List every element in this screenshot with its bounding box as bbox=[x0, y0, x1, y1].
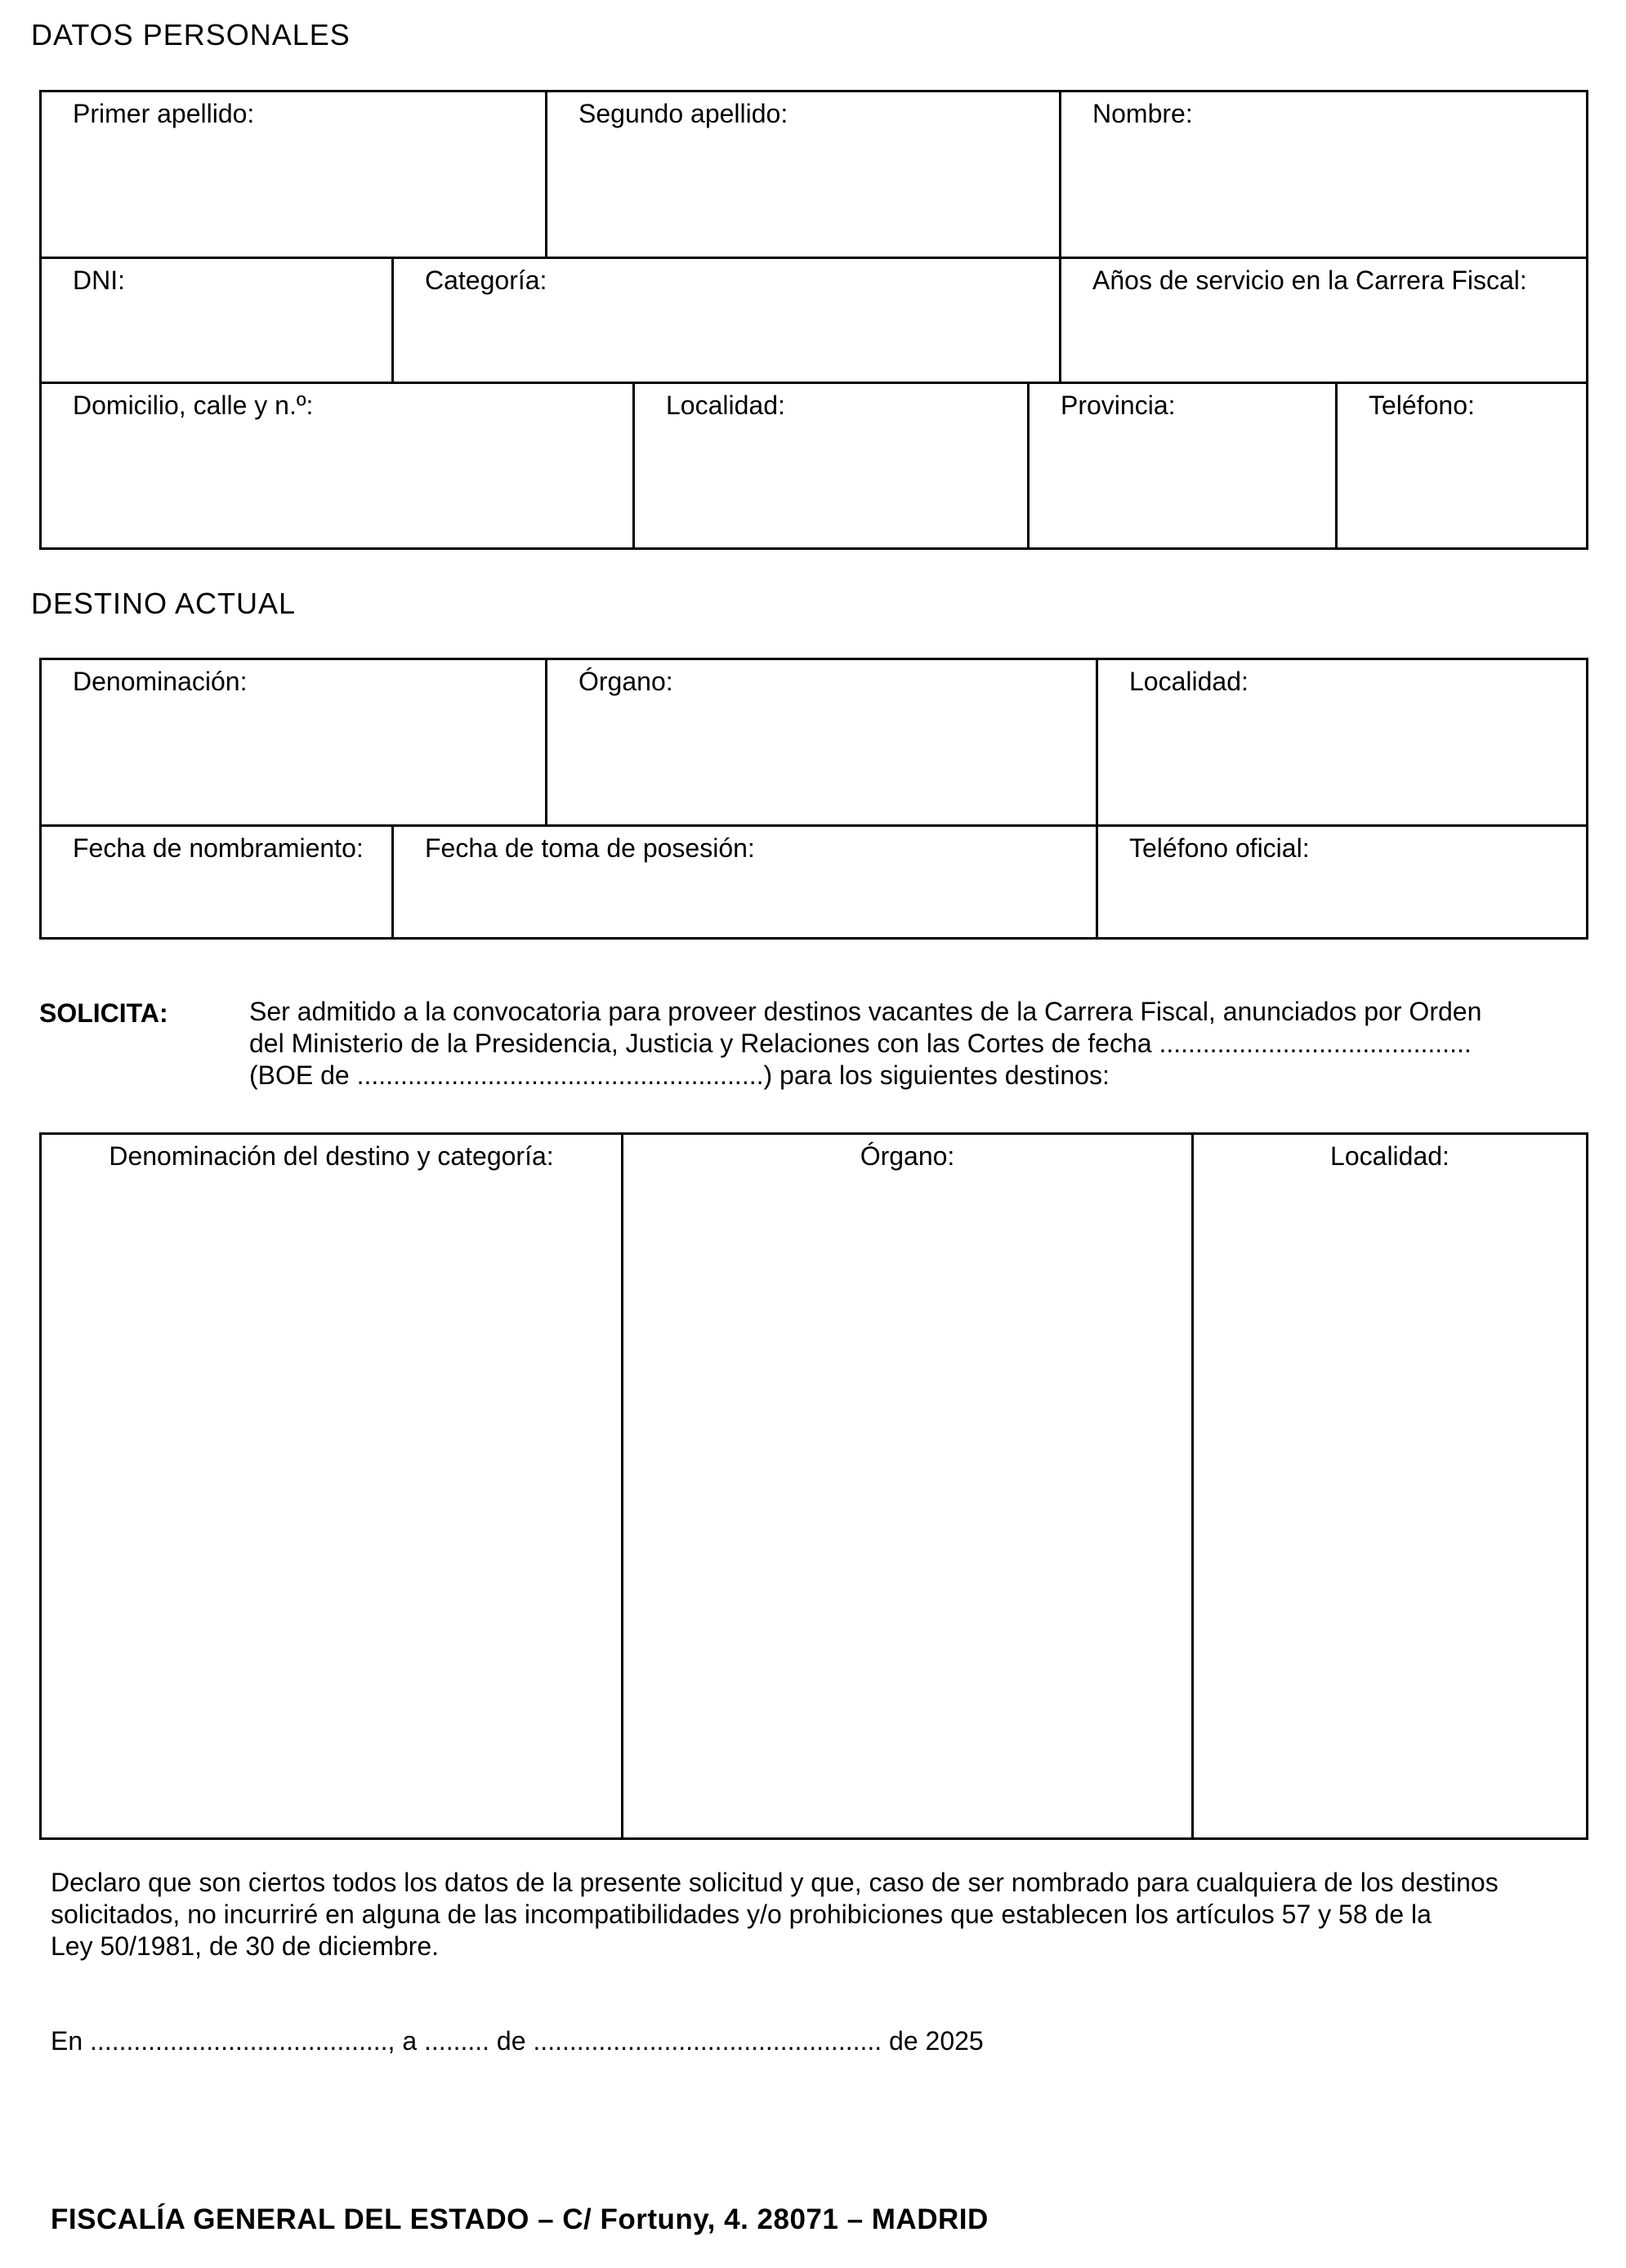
label-fecha-posesion: Fecha de toma de posesión: bbox=[425, 833, 755, 863]
label-primer-apellido: Primer apellido: bbox=[73, 99, 255, 128]
field-domicilio[interactable] bbox=[39, 382, 635, 550]
solicita-line-1: Ser admitido a la convocatoria para proveer destinos vacantes de la Carrera Fiscal, anunciados por Orden bbox=[249, 997, 1482, 1026]
label-localidad: Localidad: bbox=[666, 391, 785, 420]
label-dni: DNI: bbox=[73, 266, 125, 295]
solicita-line-3: (BOE de ........................................................) para los siguientes destinos: bbox=[249, 1060, 1110, 1090]
field-telefono-oficial[interactable] bbox=[1096, 824, 1588, 940]
solicita-line-2: del Ministerio de la Presidencia, Justicia y Relaciones con las Cortes de fecha ........................................... bbox=[249, 1029, 1472, 1058]
destinos-col-denominacion[interactable] bbox=[39, 1132, 623, 1840]
label-anios-servicio: Años de servicio en la Carrera Fiscal: bbox=[1092, 266, 1527, 295]
section-heading-datos-personales: DATOS PERSONALES bbox=[31, 18, 351, 51]
solicita-text bbox=[249, 996, 1481, 1092]
label-categoria: Categoría: bbox=[425, 266, 547, 295]
label-destino-localidad: Localidad: bbox=[1129, 667, 1249, 696]
destinos-header-localidad: Localidad: bbox=[1330, 1141, 1450, 1171]
destinos-col-organo[interactable] bbox=[621, 1132, 1194, 1840]
field-dni[interactable] bbox=[39, 257, 394, 384]
label-nombre: Nombre: bbox=[1092, 99, 1193, 128]
field-destino-localidad[interactable] bbox=[1096, 658, 1588, 827]
solicita-label: SOLICITA: bbox=[39, 998, 168, 1028]
label-denominacion: Denominación: bbox=[73, 667, 248, 696]
destinos-header-denominacion: Denominación del destino y categoría: bbox=[109, 1141, 554, 1171]
field-localidad[interactable] bbox=[632, 382, 1030, 550]
field-denominacion[interactable] bbox=[39, 658, 547, 827]
field-fecha-posesion[interactable] bbox=[391, 824, 1098, 940]
label-domicilio: Domicilio, calle y n.º: bbox=[73, 391, 314, 420]
declaracion-line-2: solicitados, no incurriré en alguna de las incompatibilidades y/o prohibiciones que establecen los artículos 57 y 58 de la bbox=[51, 1900, 1432, 1929]
destinos-header-organo: Órgano: bbox=[860, 1141, 955, 1171]
declaracion-line-1: Declaro que son ciertos todos los datos de la presente solicitud y que, caso de ser nombrado para cualquiera de los destinos bbox=[51, 1868, 1499, 1897]
lugar-fecha-line[interactable]: En ........................................., a ......... de ................................................ de 2025 bbox=[51, 2026, 984, 2056]
label-fecha-nombramiento: Fecha de nombramiento: bbox=[73, 833, 364, 863]
footer-address: FISCALÍA GENERAL DEL ESTADO – C/ Fortuny, 4. 28071 – MADRID bbox=[51, 2203, 989, 2235]
field-nombre[interactable] bbox=[1059, 90, 1588, 259]
declaracion-paragraph bbox=[51, 1867, 1499, 1962]
field-organo[interactable] bbox=[545, 658, 1098, 827]
section-heading-destino-actual: DESTINO ACTUAL bbox=[31, 587, 297, 620]
declaracion-line-3: Ley 50/1981, de 30 de diciembre. bbox=[51, 1931, 439, 1961]
label-segundo-apellido: Segundo apellido: bbox=[578, 99, 788, 128]
field-fecha-nombramiento[interactable] bbox=[39, 824, 394, 940]
label-provincia: Provincia: bbox=[1061, 391, 1176, 420]
field-telefono[interactable] bbox=[1335, 382, 1588, 550]
label-telefono: Teléfono: bbox=[1369, 391, 1475, 420]
label-telefono-oficial: Teléfono oficial: bbox=[1129, 833, 1310, 863]
field-anios-servicio[interactable] bbox=[1059, 257, 1588, 384]
field-primer-apellido[interactable] bbox=[39, 90, 547, 259]
destinos-col-localidad[interactable] bbox=[1191, 1132, 1588, 1840]
field-segundo-apellido[interactable] bbox=[545, 90, 1061, 259]
field-categoria[interactable] bbox=[391, 257, 1061, 384]
label-organo: Órgano: bbox=[578, 667, 673, 696]
field-provincia[interactable] bbox=[1027, 382, 1338, 550]
